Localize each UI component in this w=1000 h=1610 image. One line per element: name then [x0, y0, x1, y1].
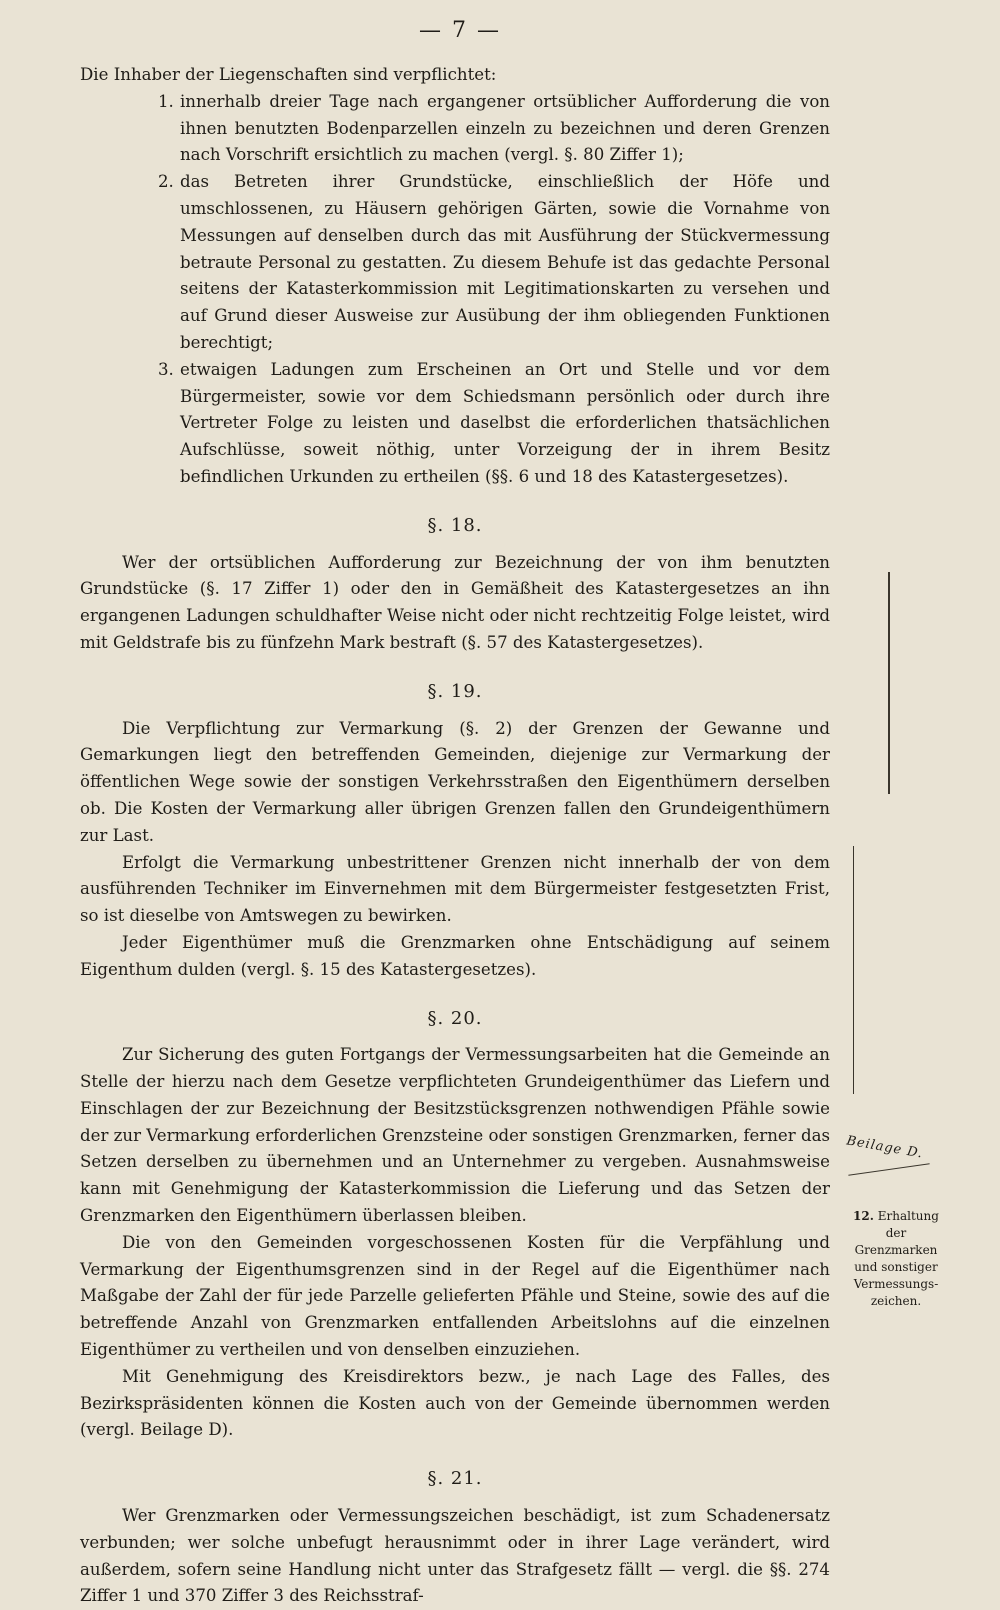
list-item — [80, 89, 830, 169]
section-heading: §. 21. — [427, 1468, 483, 1490]
paragraph: Erfolgt die Vermarkung unbestrittener Grenzen nicht innerhalb der von dem ausführenden Techniker im Einvernehmen mit dem Bürgermeister festgesetzten Frist, so ist dieselbe von Amtswegen zu bewirken. — [80, 852, 830, 926]
paragraph: Zur Sicherung des guten Fortgangs der Vermessungsarbeiten hat die Gemeinde an Stelle der hierzu nach dem Gesetze verpflichteten Grundeigenthümer das Liefern und Einschlagen der zur Bezeichnung der Besitzstücksgrenzen nothwendigen Pfähle sowie der zur Vermarkung erforderlichen Grenzsteine oder sonstigen Grenzmarken, ferner das Setzen derselben zu übernehmen und an Unternehmer zu vergeben. Ausnahmsweise kann mit Genehmigung der Katasterkommission die Lieferung und das Setzen der Grenzmarken den Eigenthümern überlassen bleiben. — [80, 1045, 830, 1226]
list-item-text: etwaigen Ladungen zum Erscheinen an Ort und Stelle und vor dem Bürgermeister, sowie vor dem Schiedsmann persönlich oder durch ihre Vertreter Folge zu leisten und daselbst die erforderlichen thatsächlichen Aufschlüsse, soweit nöthig, unter Vorzeigung der in ihrem Besitz befindlichen Urkunden zu ertheilen (§§. 6 und 18 des Katastergesetzes). — [180, 359, 830, 486]
list-item-number: 3. — [158, 359, 174, 379]
paragraph: Wer Grenzmarken oder Vermessungszeichen beschädigt, ist zum Schadenersatz verbunden; wer solche unbefugt herausnimmt oder in ihrer Lage verändert, wird außerdem, sofern seine Handlung nicht unter das Strafgesetz fällt — vergl. die §§. 274 Ziffer 1 und 370 Ziffer 3 des Reichsstraf- — [80, 1506, 830, 1606]
paragraph: Die Verpflichtung zur Vermarkung (§. 2) der Grenzen der Gewanne und Gemarkungen liegt den betreffenden Gemeinden, diejenige zur Vermarkung der öffentlichen Wege sowie der sonstigen Verkehrsstraßen den Eigenthümern derselben ob. Die Kosten der Vermarkung aller übrigen Grenzen fallen den Grundeigenthümern zur Last. — [80, 718, 830, 845]
side-note-number: 12. — [853, 1209, 874, 1223]
side-note-line: Vermessungs- — [853, 1277, 939, 1291]
paragraph: Wer der ortsüblichen Aufforderung zur Bezeichnung der von ihm benutzten Grundstücke (§. 17 Ziffer 1) oder den in Gemäßheit des Katastergesetzes an ihn ergangenen Ladungen schuldhafter Weise nicht oder nicht rechtzeitig Folge leistet, wird mit Geldstrafe bis zu fünfzehn Mark bestraft (§. 57 des Katastergesetzes). — [80, 552, 830, 652]
list-item-number: 2. — [158, 172, 174, 192]
section-heading: §. 19. — [427, 680, 483, 702]
section-heading: §. 20. — [427, 1007, 483, 1029]
paragraph: Die von den Gemeinden vorgeschossenen Kosten für die Verpfählung und Vermarkung der Eigenthumsgrenzen sind in der Regel auf die Eigenthümer nach Maßgabe der Zahl der für jede Parzelle gelieferten Pfähle und Steine, sowie des auf die betreffende Anzahl von Grenzmarken entfallenden Arbeitslohns auf die einzelnen Eigenthümer zu vertheilen und von denselben einzuziehen. — [80, 1232, 830, 1360]
list-item — [80, 169, 830, 357]
obligations-list — [80, 89, 830, 491]
side-note-line — [836, 1208, 956, 1225]
side-note-line: und sonstiger — [854, 1260, 938, 1274]
paragraph: Mit Genehmigung des Kreisdirektors bezw., je nach Lage des Falles, des Bezirkspräsidenten können die Kosten auch von der Gemeinde übernommen werden (vergl. Beilage D). — [80, 1366, 830, 1440]
side-note — [836, 1208, 956, 1310]
list-item-text: innerhalb dreier Tage nach ergangener ortsüblicher Aufforderung die von ihnen benutzten Bodenparzellen einzeln zu bezeichnen und deren Grenzen nach Vorschrift ersichtlich zu machen (vergl. §. 80 Ziffer 1); — [180, 91, 830, 165]
section-heading: §. 18. — [427, 514, 483, 536]
main-text — [80, 62, 830, 1610]
side-note-line: Grenzmarken — [854, 1243, 938, 1257]
side-note-line: zeichen. — [870, 1294, 922, 1308]
margin-stroke — [848, 1163, 929, 1175]
list-item-text: das Betreten ihrer Grundstücke, einschließlich der Höfe und umschlossenen, zu Häusern gehörigen Gärten, sowie die Vornahme von Messungen auf denselben durch das mit Ausführung der Stückvermessung betraute Personal zu gestatten. Zu diesem Behufe ist das gedachte Personal seitens der Katasterkommission mit Legitimationskarten zu versehen und auf Grund dieser Ausweise zur Ausübung der ihm obliegenden Funktionen berechtigt; — [180, 172, 830, 352]
intro-line: Die Inhaber der Liegenschaften sind verpflichtet: — [80, 65, 497, 84]
margin-line — [853, 846, 854, 1094]
page-number: — 7 — — [419, 18, 501, 43]
side-note-title: Erhaltung — [877, 1209, 939, 1223]
paragraph: Jeder Eigenthümer muß die Grenzmarken ohne Entschädigung auf seinem Eigenthum dulden (vergl. §. 15 des Katastergesetzes). — [80, 932, 830, 979]
list-item — [80, 357, 830, 491]
list-item-number: 1. — [158, 91, 174, 111]
margin-line — [888, 572, 890, 794]
margin-note-beilage: Beilage D. — [845, 1133, 925, 1162]
side-note-line: der — [885, 1226, 907, 1240]
